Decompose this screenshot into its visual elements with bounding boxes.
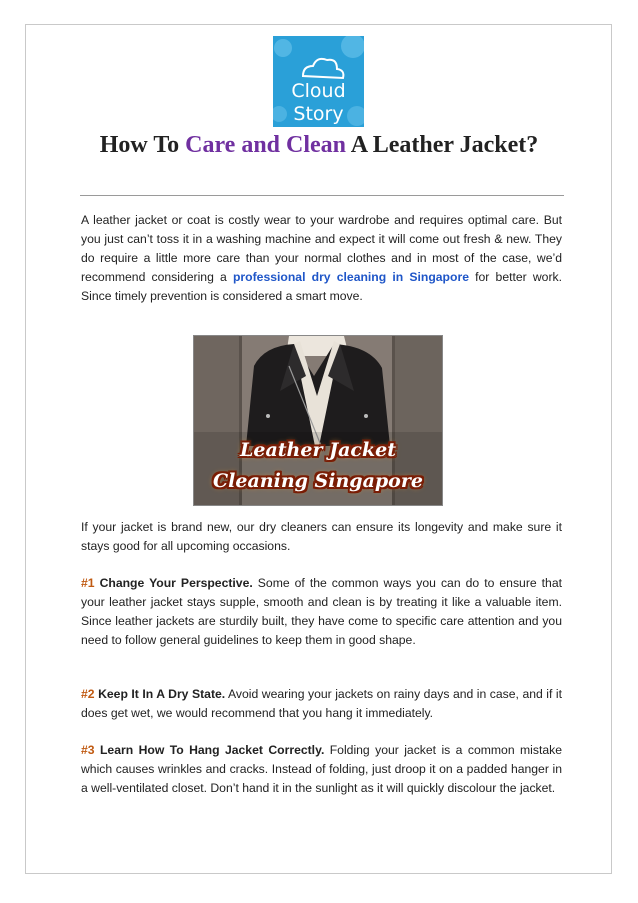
image-banner-line2: Cleaning Singapore [213,470,423,492]
title-part2: A Leather Jacket? [346,132,539,158]
cloud-story-logo [273,36,364,127]
tip-1-heading: Change Your Perspective. [99,576,253,590]
title-highlight: Care and Clean [185,132,347,158]
brand-new-paragraph: If your jacket is brand new, our dry cleaners can ensure its longevity and make sure it stays good for all upcoming occasions. [81,520,562,553]
tip-1-paragraph [81,574,562,650]
intro-text-1: A leather jacket or coat is costly wear to your wardrobe and requires optimal care. But you just can’t toss it in a washing machine and expect it will come out fresh & new. They do require a little more care than your normal clothes and in most of the case, we’d recommend considering a [81,213,562,284]
leather-jacket-image [193,335,443,506]
tip-1-text: Some of the common ways you can do to ensure that your leather jacket stays supple, smooth and clean is by treating it like a valuable item. Since leather jackets are sturdily built, they have come to specific care attention and you need to follow general guidelines to keep them in good shape. [81,576,562,647]
tip-3-heading: Learn How To Hang Jacket Correctly. [99,743,325,757]
logo-text-line1: Cloud [291,80,346,102]
tip-1-number: #1 [81,576,95,590]
tip-2-number: #2 [81,687,95,701]
tip-3-paragraph [81,741,562,798]
intro-paragraph [81,211,562,306]
tip-2-text: Avoid wearing your jackets on rainy days and in case, and if it does get wet, we would recommend that you hang it immediately. [81,687,563,720]
title-part1: How To [99,132,186,158]
tip-3-text: Folding your jacket is a common mistake which causes wrinkles and cracks. Instead of folding, just droop it on a padded hanger in a well-ventilated closet. Don’t hand it in the sunlight as it will quickly discolour the jacket. [81,743,562,795]
intro-text-2: for better work. Since timely prevention is considered a smart move. [81,270,562,303]
logo-text-line2: Story [293,103,344,125]
tip-3-number: #3 [81,743,95,757]
dry-cleaning-link[interactable]: professional dry cleaning in Singapore [232,270,469,284]
image-banner-line1: Leather Jacket [240,439,396,461]
page-title [80,130,558,161]
tip-2-heading: Keep It In A Dry State. [98,687,226,701]
tip-2-paragraph [81,685,562,723]
title-divider [80,195,564,196]
